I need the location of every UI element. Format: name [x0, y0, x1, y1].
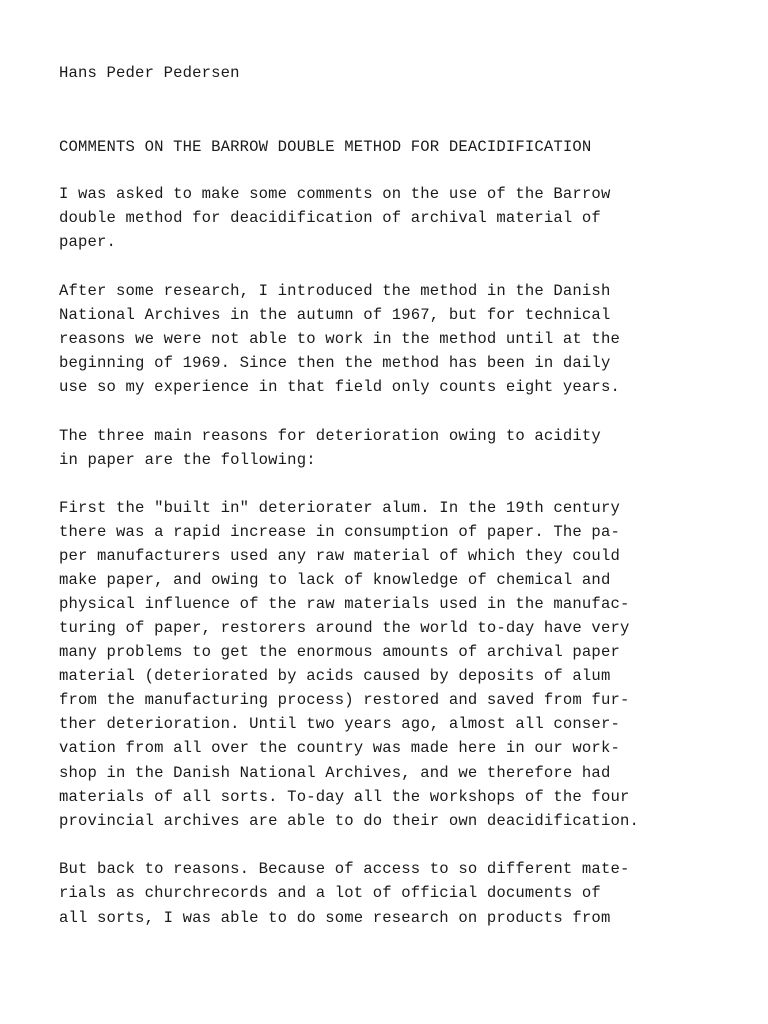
- text-line: there was a rapid increase in consumption of paper. The pa-: [59, 523, 620, 541]
- text-line: National Archives in the autumn of 1967, but for technical: [59, 306, 611, 324]
- text-line: vation from all over the country was made here in our work-: [59, 739, 620, 757]
- text-line: ther deterioration. Until two years ago, almost all conser-: [59, 715, 620, 733]
- text-line: turing of paper, restorers around the world to-day have very: [59, 619, 630, 637]
- text-line: from the manufacturing process) restored and saved from fur-: [59, 691, 630, 709]
- text-line: The three main reasons for deterioration owing to acidity: [59, 427, 601, 445]
- text-line: shop in the Danish National Archives, and we therefore had: [59, 764, 611, 782]
- text-line: per manufacturers used any raw material of which they could: [59, 547, 620, 565]
- author-name: Hans Peder Pedersen: [59, 64, 240, 82]
- text-line: I was asked to make some comments on the use of the Barrow: [59, 185, 611, 203]
- text-line: provincial archives are able to do their own deacidification.: [59, 812, 639, 830]
- text-line: reasons we were not able to work in the method until at the: [59, 330, 620, 348]
- text-line: paper.: [59, 233, 117, 251]
- text-line: make paper, and owing to lack of knowledge of chemical and: [59, 571, 611, 589]
- text-line: rials as churchrecords and a lot of official documents of: [59, 884, 601, 902]
- text-line: beginning of 1969. Since then the method has been in daily: [59, 354, 611, 372]
- text-line: physical influence of the raw materials used in the manufac-: [59, 595, 630, 613]
- text-line: First the "built in" deteriorater alum. In the 19th century: [59, 499, 620, 517]
- text-line: But back to reasons. Because of access to so different mate-: [59, 860, 630, 878]
- text-line: After some research, I introduced the method in the Danish: [59, 282, 611, 300]
- text-line: double method for deacidification of archival material of: [59, 209, 601, 227]
- text-line: all sorts, I was able to do some research on products from: [59, 909, 611, 927]
- document-title: COMMENTS ON THE BARROW DOUBLE METHOD FOR DEACIDIFICATION: [59, 138, 592, 156]
- text-line: use so my experience in that field only counts eight years.: [59, 378, 620, 396]
- text-line: material (deteriorated by acids caused by deposits of alum: [59, 667, 611, 685]
- text-line: in paper are the following:: [59, 451, 316, 469]
- text-line: many problems to get the enormous amounts of archival paper: [59, 643, 620, 661]
- text-line: materials of all sorts. To-day all the workshops of the four: [59, 788, 630, 806]
